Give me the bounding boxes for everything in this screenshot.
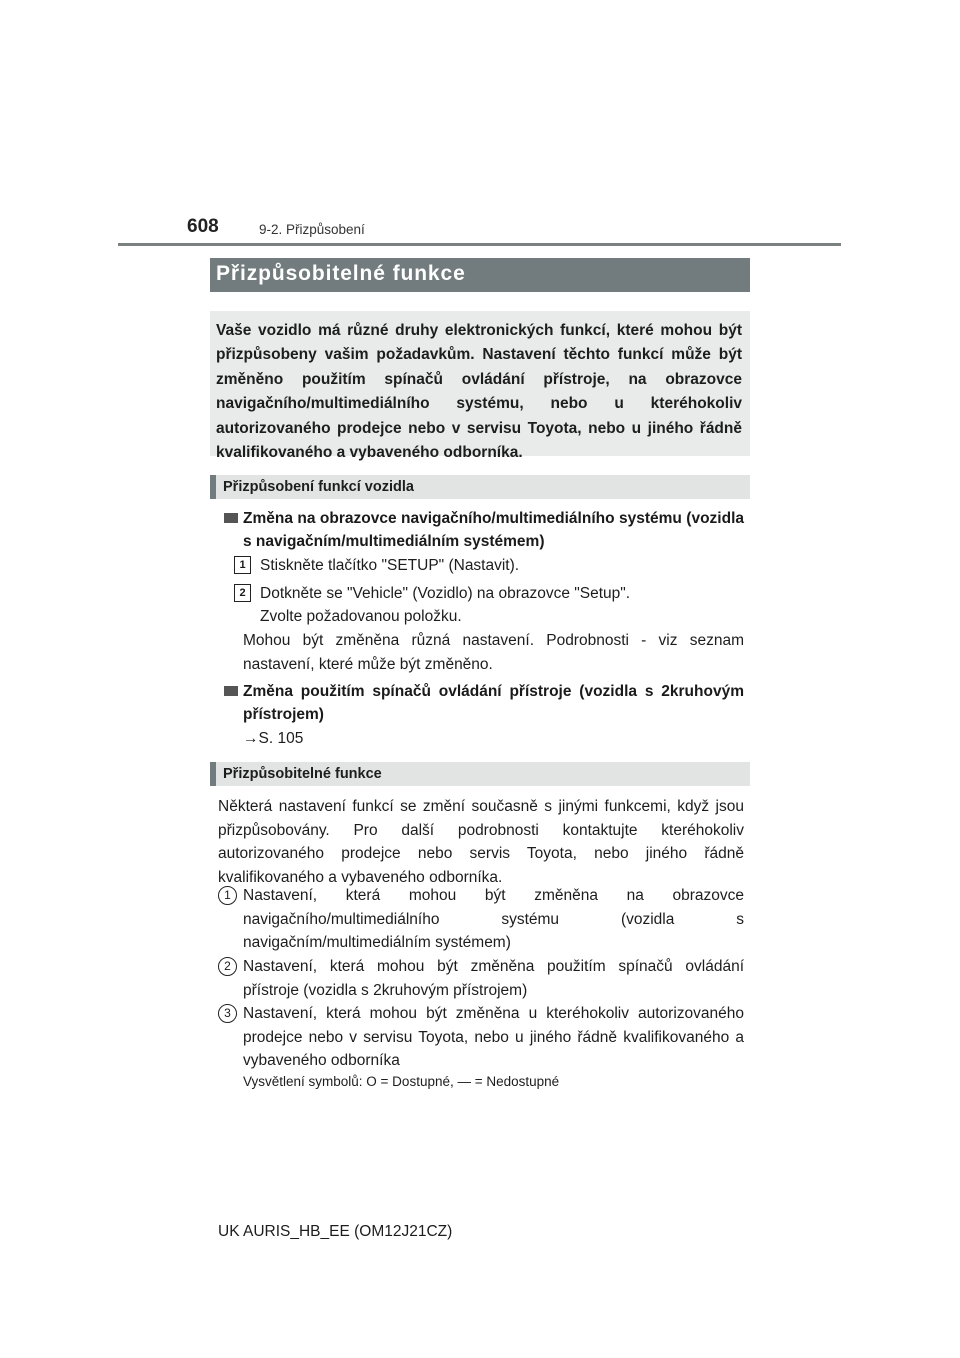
heading-accent-bar [210,762,216,786]
list-item: Nastavení, která mohou být změněna na obrazovce navigačního/multimediálního systému (vozidla s navigačním/multimediálním systémem) [243,887,744,951]
section-paragraph: Některá nastavení funkcí se změní současně s jinými funkcemi, když jsou přizpůsobovány. Pro další podrobnosti kontaktujte kteréhokoliv autorizovaného prodejce nebo servis Toyota, nebo jiného řádně kvalifikovaného a vybaveného odborníka. [218,798,744,886]
step-text-continued: Zvolte požadovanou položku. [260,608,462,625]
step-text: Stiskněte tlačítko "SETUP" (Nastavit). [260,557,520,574]
circled-number: 2 [218,957,237,976]
list-item: Nastavení, která mohou být změněna použitím spínačů ovládání přístroje (vozidla s 2kruhovým přístrojem) [243,958,744,999]
item-title-navigation: Změna na obrazovce navigačního/multimediálního systému (vozidla s navigačním/multimediálním systémem) [243,510,744,550]
intro-text: Vaše vozidlo má různé druhy elektronických funkcí, které mohou být přizpůsobeny vašim požadavkům. Nastavení těchto funkcí může být změněno použitím spínačů ovládání přístroje, na obrazovce navigačního/multimediálního systému, nebo u kteréhokoliv autorizovaného prodejce nebo v servisu Toyota, nebo u jiného řádně kvalifikovaného a vybaveného odborníka. [216,322,742,462]
step-number-box: 1 [234,556,251,574]
note-text: Mohou být změněna různá nastavení. Podrobnosti - viz seznam nastavení, které může být změněno. [243,632,744,673]
section-heading-label: Přizpůsobitelné funkce [223,766,382,782]
intro-box [210,311,750,462]
circled-number: 3 [218,1004,237,1023]
page-number: 608 [187,216,219,237]
section-heading-features [210,762,750,786]
heading-accent-bar [210,475,216,499]
section-breadcrumb: 9-2. Přizpůsobení [259,222,365,237]
header-divider [118,243,841,246]
page-title: Přizpůsobitelné funkce [216,262,466,285]
square-bullet-icon [224,513,238,523]
circled-number: 1 [218,886,237,905]
step-number-box: 2 [234,584,251,602]
step-text: Dotkněte se "Vehicle" (Vozidlo) na obrazovce "Setup". [260,585,631,602]
section-heading-customization [210,475,750,499]
footer-code: UK AURIS_HB_EE (OM12J21CZ) [218,1223,453,1240]
title-banner [210,258,750,292]
section-heading-label: Přizpůsobení funkcí vozidla [223,479,414,495]
symbol-legend: Vysvětlení symbolů: O = Dostupné, — = Nedostupné [243,1074,560,1089]
square-bullet-icon [224,686,238,696]
list-item: Nastavení, která mohou být změněna u kteréhokoliv autorizovaného prodejce nebo v servisu Toyota, nebo u jiného řádně kvalifikovaného a vybaveného odborníka [243,1005,744,1069]
item-title-instrument: Změna použitím spínačů ovládání přístroje (vozidla s 2kruhovým přístrojem) [243,683,744,723]
page-reference-link[interactable]: →S. 105 [243,730,304,747]
